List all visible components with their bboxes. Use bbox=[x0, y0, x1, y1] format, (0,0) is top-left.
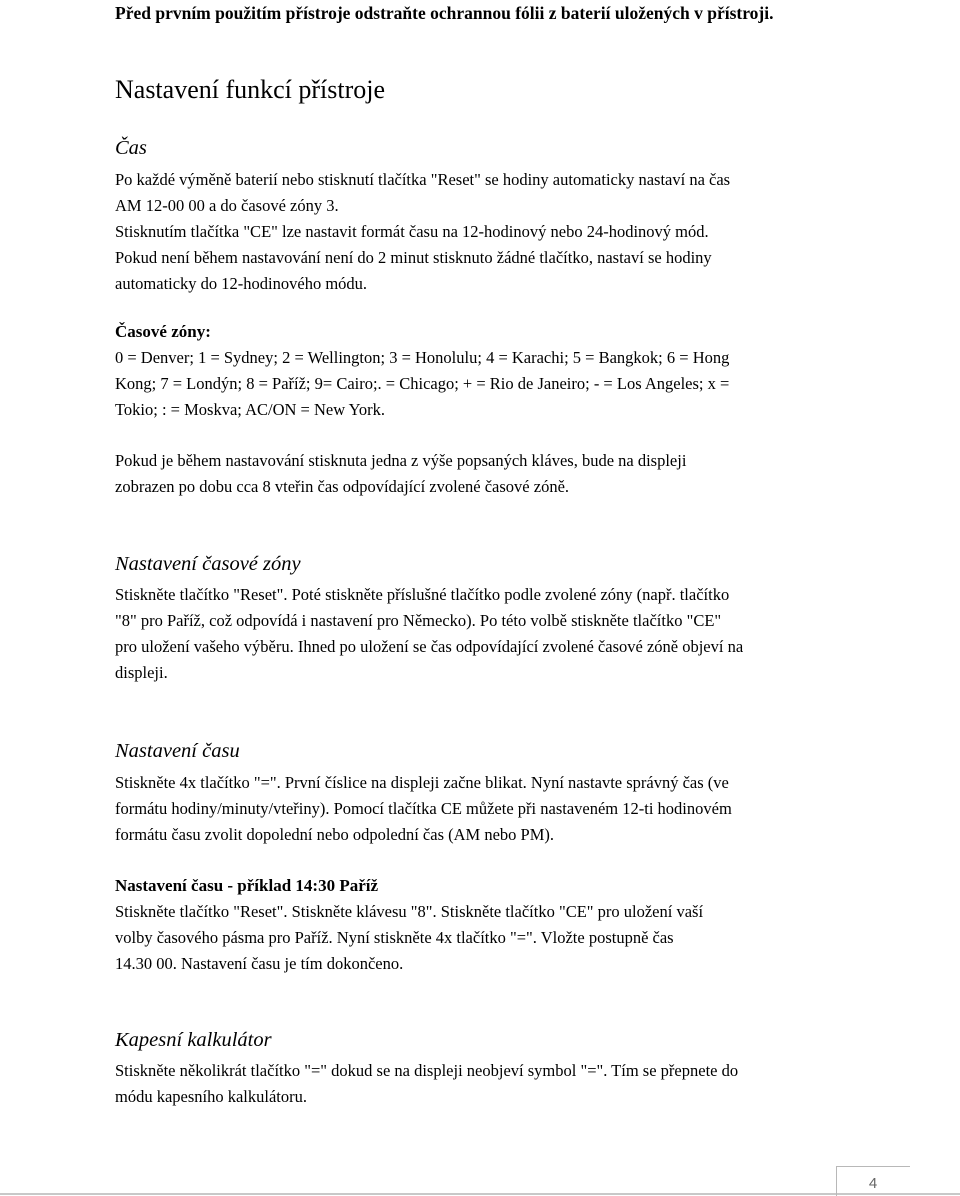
section-heading-casove-zony: Časové zóny: bbox=[115, 322, 211, 341]
text-line: pro uložení vašeho výběru. Ihned po uložení se čas odpovídající zvolené časové zóně objeví na bbox=[115, 637, 744, 656]
text-line: volby časového pásma pro Paříž. Nyní stiskněte 4x tlačítko "=". Vložte postupně čas bbox=[115, 928, 674, 947]
top-note: Před prvním použitím přístroje odstraňte ochrannou fólii z baterií uložených v přístroji. bbox=[115, 3, 774, 23]
text-line: Stiskněte 4x tlačítko "=". První číslice na displeji začne blikat. Nyní nastavte správný čas (ve bbox=[115, 773, 729, 792]
text-line: Tokio; : = Moskva; AC/ON = New York. bbox=[115, 400, 386, 419]
kalkulator-paragraph bbox=[115, 1058, 843, 1110]
text-line: Stiskněte několikrát tlačítko "=" dokud se na displeji neobjeví symbol "=". Tím se přepnete do bbox=[115, 1061, 739, 1080]
nastaveni-zony-paragraph bbox=[115, 582, 843, 686]
section-heading-nastaveni-zony: Nastavení časové zóny bbox=[115, 553, 301, 575]
nastaveni-casu-paragraph bbox=[115, 770, 843, 848]
section-heading-cas: Čas bbox=[115, 137, 147, 159]
text-line: Pokud je během nastavování stisknuta jedna z výše popsaných kláves, bude na displeji bbox=[115, 451, 687, 470]
text-line: 14.30 00. Nastavení času je tím dokončeno. bbox=[115, 954, 404, 973]
text-line: zobrazen po dobu cca 8 vteřin čas odpovídající zvolené časové zóně. bbox=[115, 477, 570, 496]
casove-zony-note bbox=[115, 448, 843, 500]
text-line: AM 12-00 00 a do časové zóny 3. bbox=[115, 196, 339, 215]
text-line: displeji. bbox=[115, 663, 168, 682]
text-line: "8" pro Paříž, což odpovídá i nastavení pro Německo). Po této volbě stiskněte tlačítko "CE" bbox=[115, 611, 722, 630]
section-heading-priklad: Nastavení času - příklad 14:30 Paříž bbox=[115, 876, 379, 895]
priklad-paragraph bbox=[115, 899, 843, 977]
text-line: Kong; 7 = Londýn; 8 = Paříž; 9= Cairo;. = Chicago; + = Rio de Janeiro; - = Los Angeles; x = bbox=[115, 374, 730, 393]
text-line: módu kapesního kalkulátoru. bbox=[115, 1087, 308, 1106]
section-heading-nastaveni-casu: Nastavení času bbox=[115, 740, 240, 762]
page-number: 4 bbox=[868, 1175, 878, 1192]
text-line: automaticky do 12-hodinového módu. bbox=[115, 274, 368, 293]
text-line: Stisknutím tlačítka "CE" lze nastavit formát času na 12-hodinový nebo 24-hodinový mód. bbox=[115, 222, 709, 241]
text-line: formátu hodiny/minuty/vteřiny). Pomocí tlačítka CE můžete při nastaveném 12-ti hodinovém bbox=[115, 799, 732, 818]
main-title: Nastavení funkcí přístroje bbox=[115, 75, 386, 104]
text-line: Stiskněte tlačítko "Reset". Stiskněte klávesu "8". Stiskněte tlačítko "CE" pro uložení vaší bbox=[115, 902, 704, 921]
casove-zony-list bbox=[115, 345, 843, 423]
text-line: Pokud není během nastavování není do 2 minut stisknuto žádné tlačítko, nastaví se hodiny bbox=[115, 248, 712, 267]
section-heading-kalkulator: Kapesní kalkulátor bbox=[115, 1029, 272, 1051]
text-line: Po každé výměně baterií nebo stisknutí tlačítka "Reset" se hodiny automaticky nastaví na čas bbox=[115, 170, 731, 189]
text-line: 0 = Denver; 1 = Sydney; 2 = Wellington; 3 = Honolulu; 4 = Karachi; 5 = Bangkok; 6 = Hong bbox=[115, 348, 730, 367]
text-line: formátu času zvolit dopolední nebo odpolední čas (AM nebo PM). bbox=[115, 825, 554, 844]
cas-paragraph bbox=[115, 167, 843, 297]
text-line: Stiskněte tlačítko "Reset". Poté stiskněte příslušné tlačítko podle zvolené zóny (např. tlačítko bbox=[115, 585, 730, 604]
footer-rule bbox=[0, 1193, 960, 1195]
